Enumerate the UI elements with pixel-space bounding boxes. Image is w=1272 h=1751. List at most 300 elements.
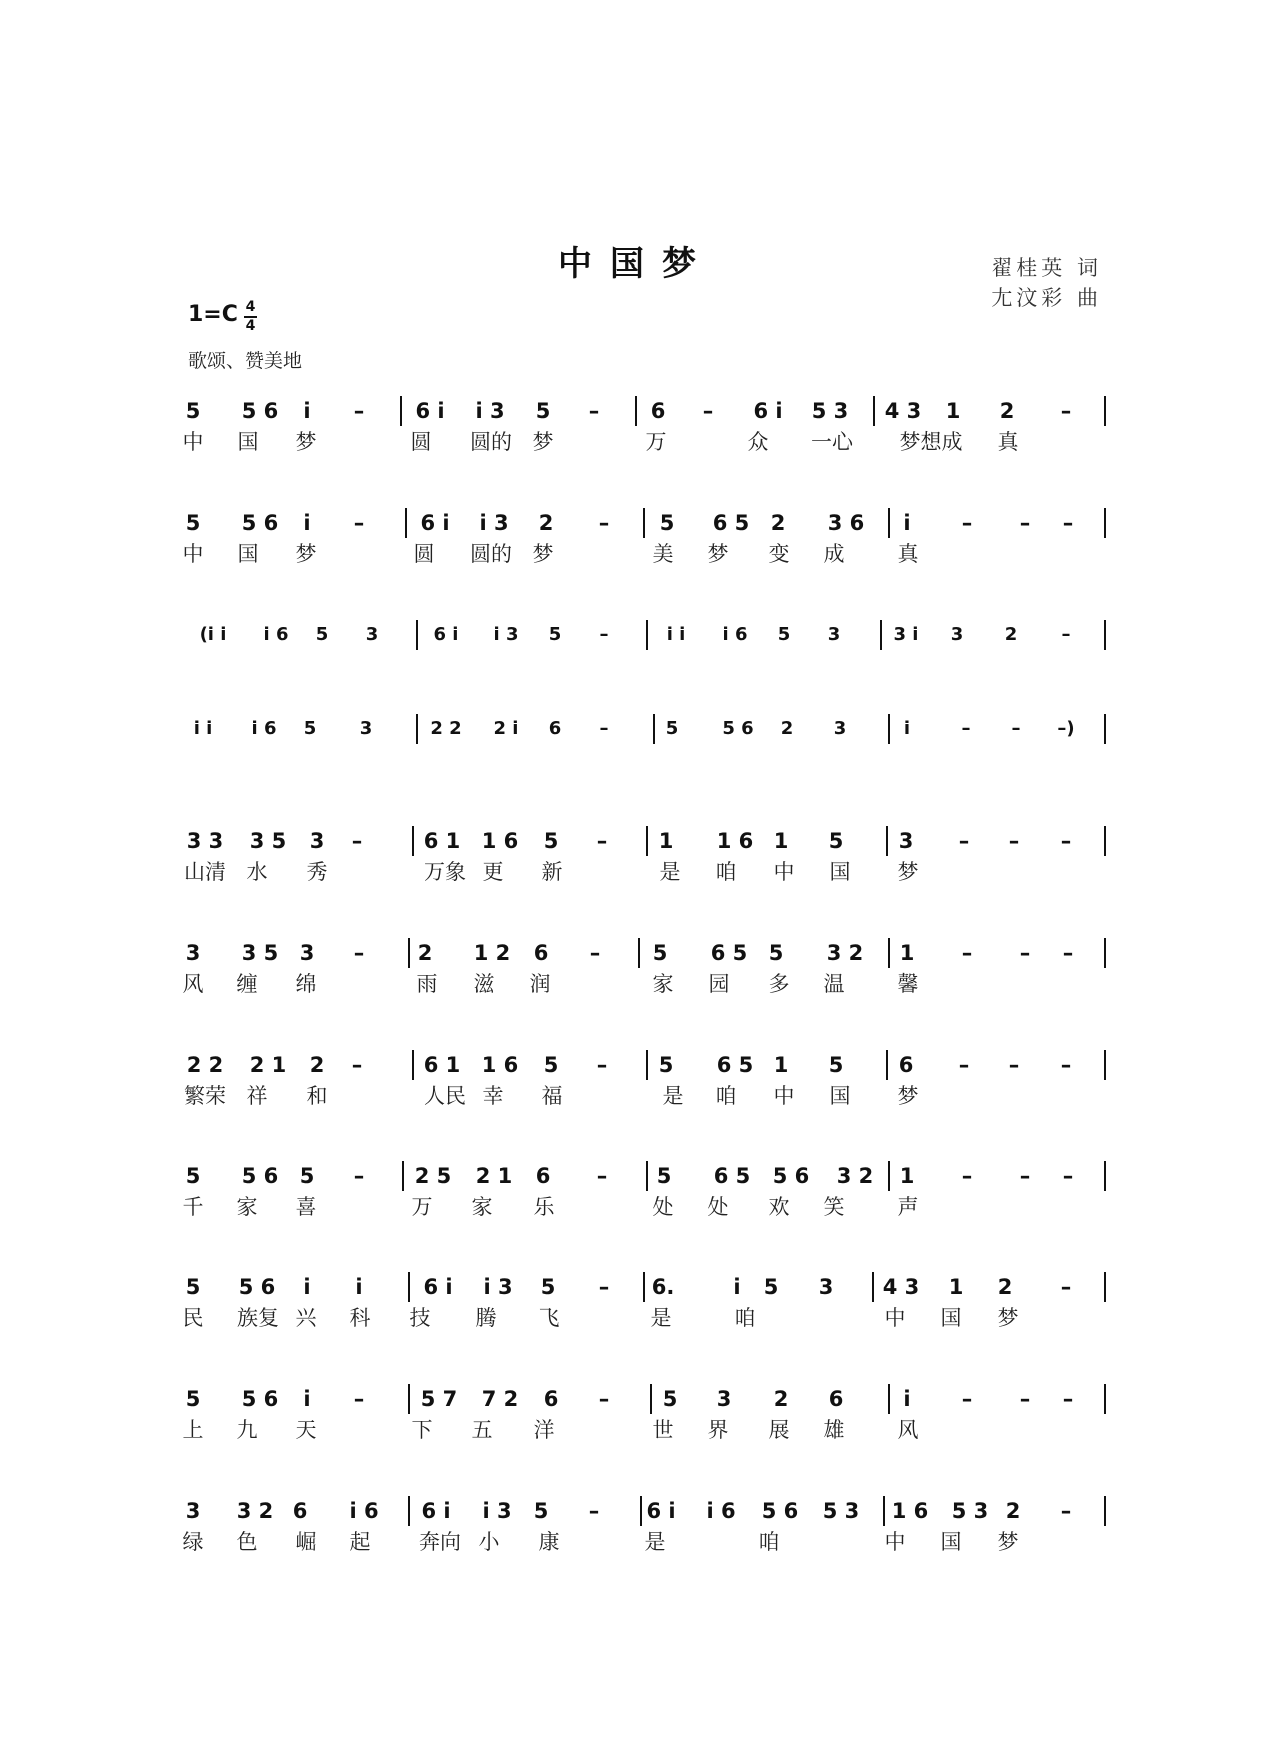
lyric-syllable: 多 [768,972,790,996]
lyric-syllable: 中 [884,1306,906,1330]
lyric-syllable: 馨 [897,972,919,996]
note-token: i 3 [493,624,519,645]
note-token: 3 [950,624,964,645]
barline [1104,1161,1106,1191]
note-token: 2 [1005,1499,1021,1523]
note-token: – [1019,511,1031,535]
lyric-syllable: 绵 [295,972,317,996]
note-token: 7 2 [481,1387,519,1411]
lyricist-credit: 翟桂英 词 [991,256,1102,280]
note-token: i 3 [475,399,505,423]
lyric-syllable: 中 [773,1084,795,1108]
note-token: 1 6 [481,1053,519,1077]
note-token: 1 [899,1164,915,1188]
note-token: – [596,1053,608,1077]
note-token: 6 1 [423,1053,461,1077]
lyric-syllable: 真 [997,430,1019,454]
note-token: 2 2 [186,1053,224,1077]
lyric-syllable: 缠 [236,972,258,996]
note-token: 3 [818,1275,834,1299]
lyric-syllable: 园 [708,972,730,996]
note-token: 2 [1004,624,1018,645]
composer-credit: 尢汶彩 曲 [991,286,1102,310]
lyric-syllable: 上 [182,1418,204,1442]
barline [408,1384,410,1414]
note-token: 1 6 [481,829,519,853]
note-token: 5 6 [241,1387,279,1411]
note-token: – [1061,624,1071,645]
note-token: 6 5 [716,1053,754,1077]
note-token: 5 [659,511,675,535]
note-token: – [958,1053,970,1077]
note-token: 1 [948,1275,964,1299]
barline [1104,1272,1106,1302]
note-token: 3 [185,941,201,965]
barline [1104,1050,1106,1080]
note-token: 3 [716,1387,732,1411]
note-token: 5 [543,1053,559,1077]
lyric-syllable: 润 [529,972,551,996]
barline [405,508,407,538]
barline [873,396,875,426]
lyric-syllable: 展 [768,1418,790,1442]
barline [402,1161,404,1191]
note-token: 3 [185,1499,201,1523]
barline [1104,1384,1106,1414]
barline [643,1272,645,1302]
lyric-syllable: 天 [295,1418,317,1442]
note-token: – [353,941,365,965]
note-token: 1 [945,399,961,423]
note-token: 3 2 [236,1499,274,1523]
note-token: 5 [315,624,329,645]
note-token: 6 [535,1164,551,1188]
note-token: – [599,624,609,645]
note-token: 6 5 [712,511,750,535]
note-token: 2 1 [249,1053,287,1077]
lyric-syllable: 下 [411,1418,433,1442]
note-token: – [1060,1499,1072,1523]
note-token: – [353,1164,365,1188]
barline [1104,826,1106,856]
barline [646,826,648,856]
barline [408,1496,410,1526]
lyric-syllable: 雨 [416,972,438,996]
note-token: i 3 [482,1499,512,1523]
lyric-syllable: 和 [306,1084,328,1108]
lyric-syllable: 国 [237,542,259,566]
lyric-syllable: 乐 [533,1195,555,1219]
lyric-syllable: 崛 [295,1530,317,1554]
lyric-syllable: 风 [182,972,204,996]
lyric-syllable: 梦 [295,542,317,566]
note-token: 3 [833,718,847,739]
barline [400,396,402,426]
lyric-syllable: 福 [541,1084,563,1108]
note-token: i 6 [251,718,277,739]
barline [643,508,645,538]
note-token: 6 [548,718,562,739]
note-token: – [1060,399,1072,423]
note-token: – [1062,1164,1074,1188]
note-token: – [1008,1053,1020,1077]
note-token: 5 [658,1053,674,1077]
note-token: – [598,1387,610,1411]
lyric-syllable: 起 [349,1530,371,1554]
lyric-syllable: 新 [541,860,563,884]
time-signature-top: 4 [245,299,256,315]
note-token: 1 6 [891,1499,929,1523]
note-token: 6 i [646,1499,676,1523]
note-token: 2 5 [414,1164,452,1188]
note-token: 2 [780,718,794,739]
note-token: 5 6 [722,718,754,739]
barline [1104,396,1106,426]
barline [416,714,418,744]
note-token: i 3 [479,511,509,535]
note-token: 5 [299,1164,315,1188]
note-token: 2 [417,941,433,965]
barline [1104,714,1106,744]
note-token: 1 6 [716,829,754,853]
note-token: 5 [185,1387,201,1411]
lyric-syllable: 中 [182,542,204,566]
lyric-syllable: 更 [482,860,504,884]
lyric-syllable: 界 [707,1418,729,1442]
note-token: 3 2 [836,1164,874,1188]
note-token: 6 [543,1387,559,1411]
barline [646,1161,648,1191]
lyric-syllable: 洋 [533,1418,555,1442]
lyric-syllable: 兴 [295,1306,317,1330]
note-token: i 6 [706,1499,736,1523]
note-token: – [351,829,363,853]
lyric-syllable: 梦 [295,430,317,454]
note-token: 2 [997,1275,1013,1299]
note-token: i 3 [483,1275,513,1299]
note-token: i [303,1387,311,1411]
note-token: – [1019,941,1031,965]
barline [1104,938,1106,968]
note-token: – [596,829,608,853]
lyric-syllable: 人民 [424,1084,466,1108]
note-token: 6 [898,1053,914,1077]
note-token: 5 [533,1499,549,1523]
lyric-syllable: 笑 [823,1195,845,1219]
note-token: – [1062,511,1074,535]
note-token: – [958,829,970,853]
lyric-syllable: 中 [884,1530,906,1554]
note-token: 4 3 [884,399,922,423]
lyric-syllable: 成 [823,542,845,566]
note-token: 6 1 [423,829,461,853]
lyric-syllable: 色 [236,1530,258,1554]
lyric-syllable: 国 [829,1084,851,1108]
note-token: 6 5 [713,1164,751,1188]
note-token: – [598,511,610,535]
note-token: – [1019,1387,1031,1411]
lyric-syllable: 民 [182,1306,204,1330]
barline [872,1272,874,1302]
barline [653,714,655,744]
note-token: 5 3 [822,1499,860,1523]
note-token: – [702,399,714,423]
lyric-syllable: 处 [707,1195,729,1219]
lyric-syllable: 国 [829,860,851,884]
note-token: – [961,718,971,739]
barline [886,826,888,856]
note-token: 5 [763,1275,779,1299]
barline [640,1496,642,1526]
note-token: 6 [292,1499,308,1523]
note-token: 3 i [893,624,919,645]
lyric-syllable: 国 [940,1530,962,1554]
note-token: 2 [538,511,554,535]
note-token: i 6 [722,624,748,645]
note-token: – [961,941,973,965]
note-token: 3 3 [186,829,224,853]
note-token: 2 [309,1053,325,1077]
barline [646,620,648,650]
note-token: – [353,399,365,423]
note-token: 2 [770,511,786,535]
note-token: 1 [658,829,674,853]
lyric-syllable: 飞 [538,1306,560,1330]
note-token: – [961,1164,973,1188]
note-token: – [353,511,365,535]
barline [638,938,640,968]
note-token: – [1060,1053,1072,1077]
time-signature-bottom: 4 [245,318,256,334]
lyric-syllable: 温 [823,972,845,996]
lyric-syllable: 咱 [734,1306,756,1330]
note-token: 5 3 [951,1499,989,1523]
note-token: – [1011,718,1021,739]
note-token: – [1019,1164,1031,1188]
lyric-syllable: 圆 [413,542,435,566]
note-token: 3 [309,829,325,853]
barline [888,938,890,968]
barline [408,938,410,968]
lyric-syllable: 中 [773,860,795,884]
lyric-syllable: 水 [246,860,268,884]
note-token: i [733,1275,741,1299]
note-token: 2 [999,399,1015,423]
lyric-syllable: 滋 [473,972,495,996]
barline [412,826,414,856]
note-token: 5 6 [761,1499,799,1523]
lyric-syllable: 是 [659,860,681,884]
lyric-syllable: 咱 [715,860,737,884]
note-token: – [961,1387,973,1411]
lyric-syllable: 万象 [424,860,466,884]
barline [408,1272,410,1302]
lyric-syllable: 奔向 [419,1530,461,1554]
lyric-syllable: 家 [652,972,674,996]
note-token: 6 [533,941,549,965]
note-token: i [355,1275,363,1299]
note-token: – [1008,829,1020,853]
note-token: – [1060,829,1072,853]
barline [880,620,882,650]
note-token: – [598,1275,610,1299]
song-title: 中国梦 [558,244,714,284]
note-token: 3 [898,829,914,853]
lyric-syllable: 梦想成 [899,430,963,454]
lyric-syllable: 梦 [897,860,919,884]
note-token: i 6 [263,624,289,645]
note-token: 6 i [433,624,459,645]
lyric-syllable: 梦 [532,430,554,454]
lyric-syllable: 喜 [295,1195,317,1219]
lyric-syllable: 山清 [184,860,226,884]
note-token: 3 6 [827,511,865,535]
lyric-syllable: 圆的 [470,542,512,566]
lyric-syllable: 是 [662,1084,684,1108]
note-token: – [596,1164,608,1188]
barline [635,396,637,426]
note-token: 5 6 [241,399,279,423]
note-token: i 6 [349,1499,379,1523]
note-token: 3 [299,941,315,965]
barline [650,1384,652,1414]
lyric-syllable: 一心 [811,430,853,454]
note-token: 5 [535,399,551,423]
barline [888,1384,890,1414]
note-token: 5 [303,718,317,739]
lyric-syllable: 真 [897,542,919,566]
note-token: i [303,1275,311,1299]
note-token: 5 [543,829,559,853]
barline [1104,508,1106,538]
note-token: 5 3 [811,399,849,423]
key-signature: 1=C [188,302,238,327]
lyric-syllable: 康 [538,1530,560,1554]
note-token: 5 [548,624,562,645]
lyric-syllable: 是 [644,1530,666,1554]
time-signature [244,300,257,334]
note-token: – [1060,1275,1072,1299]
note-token: 6 [828,1387,844,1411]
note-token: i i [193,718,213,739]
lyric-syllable: 家 [236,1195,258,1219]
lyric-syllable: 梦 [997,1306,1019,1330]
lyric-syllable: 咱 [758,1530,780,1554]
note-token: 3 2 [826,941,864,965]
lyric-syllable: 雄 [823,1418,845,1442]
lyric-syllable: 万 [411,1195,433,1219]
note-token: 5 [540,1275,556,1299]
note-token: 4 3 [882,1275,920,1299]
note-token: 6 i [421,1499,451,1523]
note-token: 2 [773,1387,789,1411]
lyric-syllable: 欢 [768,1195,790,1219]
barline [1104,1496,1106,1526]
note-token: i [903,718,911,739]
note-token: 5 [185,1275,201,1299]
lyric-syllable: 繁荣 [184,1084,226,1108]
note-token: – [588,399,600,423]
lyric-syllable: 五 [471,1418,493,1442]
note-token: 2 1 [475,1164,513,1188]
lyric-syllable: 小 [478,1530,500,1554]
note-token: –) [1057,718,1075,739]
barline [1104,620,1106,650]
tempo-marking: 歌颂、赞美地 [188,350,303,372]
lyric-syllable: 幸 [482,1084,504,1108]
lyric-syllable: 世 [652,1418,674,1442]
note-token: i [903,1387,911,1411]
note-token: 5 [777,624,791,645]
lyric-syllable: 梦 [997,1530,1019,1554]
barline [416,620,418,650]
note-token: 5 6 [241,511,279,535]
note-token: 1 [773,829,789,853]
note-token: 5 6 [238,1275,276,1299]
note-token: – [588,1499,600,1523]
note-token: (i i [199,624,227,645]
note-token: – [351,1053,363,1077]
lyric-syllable: 风 [897,1418,919,1442]
barline [646,1050,648,1080]
note-token: i i [666,624,686,645]
lyric-syllable: 咱 [715,1084,737,1108]
note-token: 5 7 [420,1387,458,1411]
lyric-syllable: 技 [409,1306,431,1330]
note-token: 5 [656,1164,672,1188]
lyric-syllable: 族复 [237,1306,279,1330]
note-token: i [903,511,911,535]
lyric-syllable: 梦 [897,1084,919,1108]
note-token: 1 [773,1053,789,1077]
lyric-syllable: 九 [236,1418,258,1442]
lyric-syllable: 千 [182,1195,204,1219]
note-token: 6 i [753,399,783,423]
lyric-syllable: 国 [940,1306,962,1330]
lyric-syllable: 梦 [707,542,729,566]
barline [888,1161,890,1191]
lyric-syllable: 美 [652,542,674,566]
lyric-syllable: 中 [182,430,204,454]
note-token: 5 [768,941,784,965]
lyric-syllable: 圆的 [470,430,512,454]
barline [883,1496,885,1526]
note-token: 5 [185,511,201,535]
lyric-syllable: 家 [471,1195,493,1219]
note-token: 5 [185,399,201,423]
barline [888,508,890,538]
lyric-syllable: 万 [645,430,667,454]
note-token: i [303,399,311,423]
note-token: 3 5 [241,941,279,965]
lyric-syllable: 腾 [475,1306,497,1330]
note-token: 6 5 [710,941,748,965]
lyric-syllable: 处 [652,1195,674,1219]
barline [886,1050,888,1080]
note-token: 3 [827,624,841,645]
note-token: 6 [650,399,666,423]
lyric-syllable: 国 [237,430,259,454]
note-token: – [589,941,601,965]
barline [412,1050,414,1080]
note-token: – [353,1387,365,1411]
note-token: 6 i [423,1275,453,1299]
note-token: 3 [365,624,379,645]
note-token: 5 [662,1387,678,1411]
note-token: 3 5 [249,829,287,853]
lyric-syllable: 科 [349,1306,371,1330]
note-token: – [1062,1387,1074,1411]
